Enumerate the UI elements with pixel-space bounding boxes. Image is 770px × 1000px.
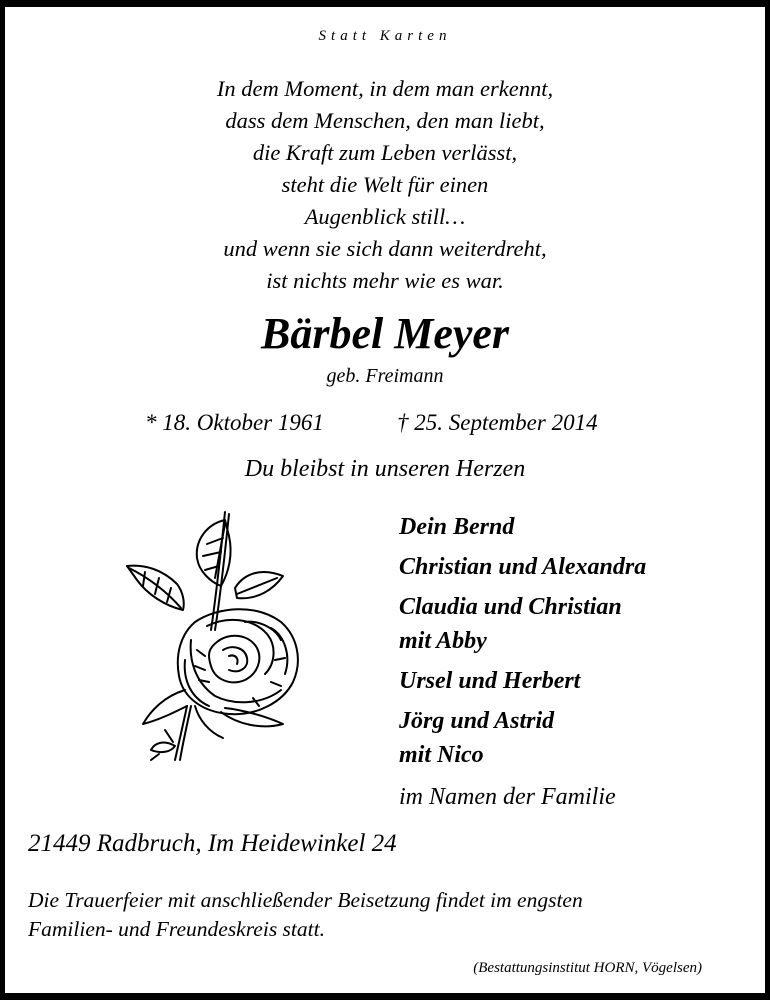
mourner: Claudia und Christian [399, 594, 622, 620]
service-line: Die Trauerfeier mit anschließender Beisetzung findet im engsten [28, 888, 583, 912]
poem-line: die Kraft zum Leben verlässt, [252, 140, 518, 165]
birth-date: * 18. Oktober 1961 [145, 410, 324, 435]
service-line: Familien- und Freundeskreis statt. [28, 917, 325, 941]
mourner: Jörg und Astrid [399, 708, 555, 734]
mourner: Christian und Alexandra [399, 554, 647, 580]
maiden-name: geb. Freimann [326, 365, 444, 387]
funeral-home: (Bestattungsinstitut HORN, Vögelsen) [473, 960, 702, 976]
poem-line: steht die Welt für einen [281, 172, 489, 197]
poem-line: und wenn sie sich dann weiterdreht, [223, 236, 547, 261]
mourner: Ursel und Herbert [399, 668, 581, 694]
mourner: Dein Bernd [399, 514, 515, 540]
poem-line: dass dem Menschen, den man liebt, [225, 108, 545, 133]
death-date: † 25. September 2014 [397, 410, 598, 435]
poem-line: ist nichts mehr wie es war. [266, 268, 504, 293]
rose-icon [125, 510, 310, 762]
poem-line: Augenblick still… [304, 204, 466, 229]
poem-line: In dem Moment, in dem man erkennt, [216, 76, 554, 101]
address: 21449 Radbruch, Im Heidewinkel 24 [28, 830, 397, 857]
family-line: im Namen der Familie [399, 784, 616, 810]
mourners-list [399, 510, 759, 814]
mourner: mit Abby [399, 628, 487, 654]
poem [0, 73, 770, 297]
deceased-name: Bärbel Meyer [260, 309, 510, 358]
header-statt-karten: Statt Karten [318, 28, 452, 44]
motto: Du bleibst in unseren Herzen [244, 456, 526, 482]
service-info [28, 886, 748, 944]
mourner: mit Nico [399, 742, 484, 768]
